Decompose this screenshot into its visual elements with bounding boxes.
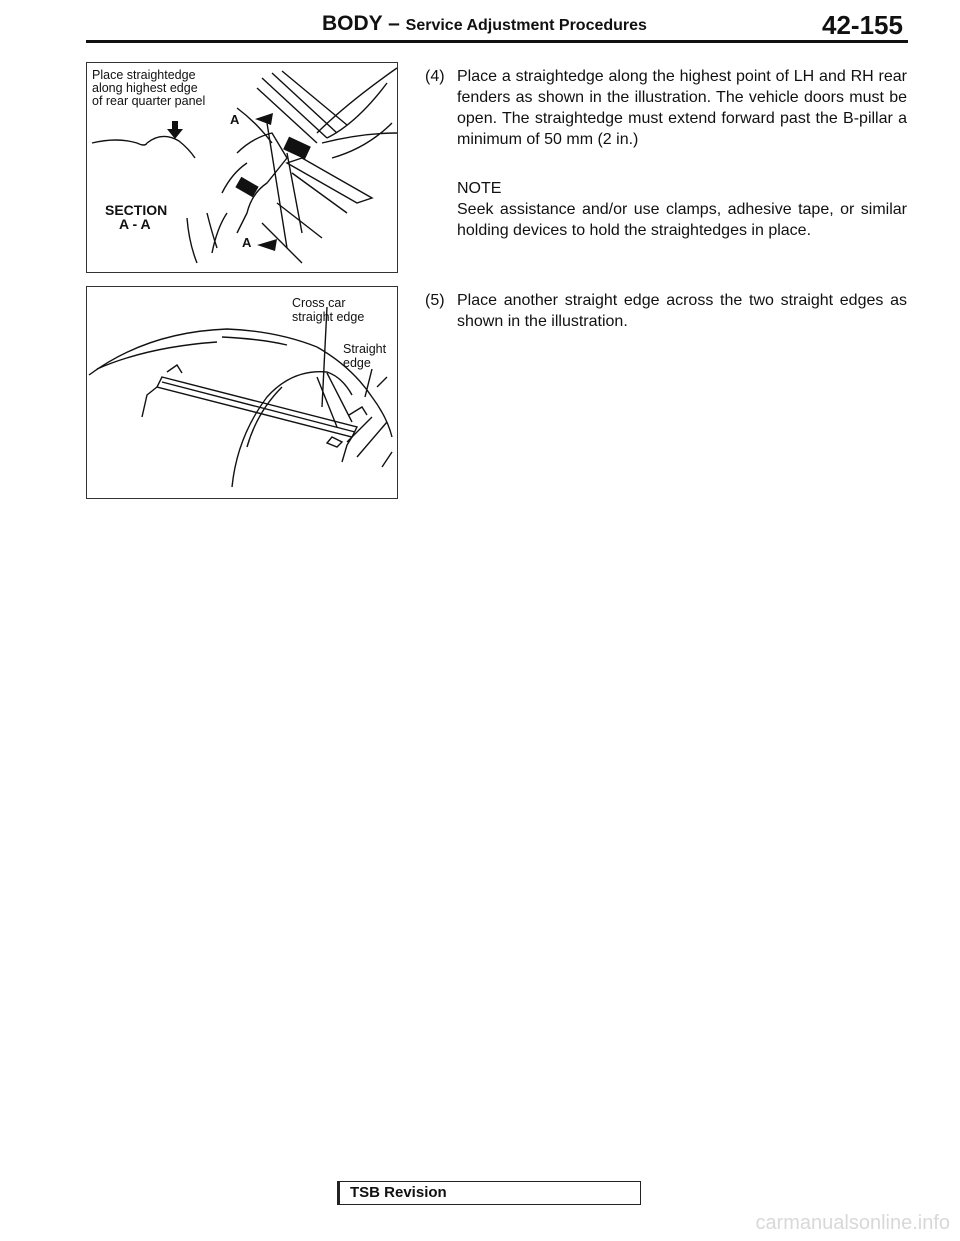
label-straight-line-1: Straight (343, 342, 387, 356)
page-title (322, 12, 647, 36)
label-straight-line-2: edge (343, 356, 371, 370)
page-number: 42-155 (822, 10, 903, 40)
title-dash: – (382, 12, 406, 35)
callout-line-2: along highest edge (92, 81, 198, 95)
header-rule (86, 40, 908, 43)
label-cross-line-2: straight edge (292, 310, 365, 324)
callout-line-3: of rear quarter panel (92, 94, 206, 108)
note-block (425, 178, 907, 241)
section-label-line-1: SECTION (105, 202, 168, 218)
figure-quarter-panel-section (86, 62, 398, 273)
step-text: Place a straightedge along the highest point of LH and RH rear fenders as shown in the illustration. The vehicle doors must be open. The straightedge must extend forward past the B-pillar a minimum of 50 mm (2 in.) (457, 68, 907, 148)
procedure-step-4 (425, 66, 907, 150)
label-cross-line-1: Cross car (292, 296, 346, 310)
tsb-revision-box (337, 1181, 641, 1205)
section-marker-bottom: A (242, 235, 252, 250)
step-number: (4) (425, 68, 445, 85)
figure-cross-car-straightedge (86, 286, 398, 499)
title-sub: Service Adjustment Procedures (405, 17, 647, 34)
section-marker-top: A (230, 112, 240, 127)
procedure-step-5 (425, 290, 907, 332)
section-label-line-2: A - A (119, 216, 151, 232)
step-number: (5) (425, 292, 445, 309)
step-text: Place another straight edge across the two straight edges as shown in the illustration. (457, 292, 907, 330)
watermark: carmanualsonline.info (755, 1212, 950, 1234)
note-text: Seek assistance and/or use clamps, adhesive tape, or similar holding devices to hold the straightedges in place. (457, 201, 907, 239)
note-heading: NOTE (457, 180, 502, 197)
tsb-revision-label: TSB Revision (350, 1184, 447, 1201)
callout-line-1: Place straightedge (92, 68, 196, 82)
title-main: BODY (322, 12, 383, 35)
